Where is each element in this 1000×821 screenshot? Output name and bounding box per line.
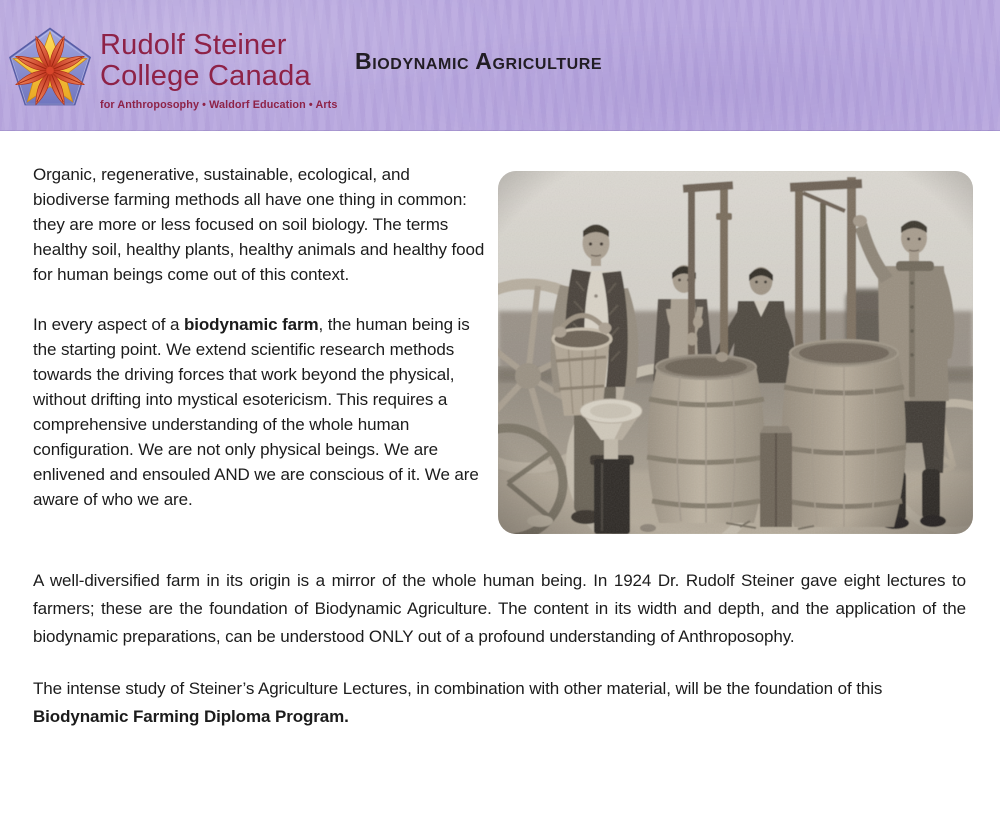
paragraph-program xyxy=(33,675,966,731)
site-header xyxy=(0,0,1000,131)
logo-line2: College Canada xyxy=(100,60,311,92)
paragraph-history: A well-diversified farm in its origin is a mirror of the whole human being. In 1924 Dr. Rudolf Steiner gave eight lectures to farmers; these are the foundation of Biodynamic Agriculture. The content in its width and depth, and the application of the biodynamic preparations, can be understood ONLY out of a profound understanding of Anthroposophy. xyxy=(33,571,966,646)
p2-before-bold: In every aspect of a xyxy=(33,315,184,334)
farmers-photo-illustration xyxy=(498,171,973,534)
intro-text-column xyxy=(33,162,487,512)
p2-after-bold: , the human being is the starting point. We extend scientific research methods towards the driving forces that work beyond the physical, without drifting into mystical esotericism. This requires a comprehensive understanding of the whole human configuration. We are not only physical beings. We are enlivened and ensouled AND we are conscious of it. We are aware of who we are. xyxy=(33,315,479,509)
p4-before-bold: The intense study of Steiner’s Agriculture Lectures, in combination with other material, will be the foundation of this xyxy=(33,679,883,698)
pentagon-star-logo-icon xyxy=(8,21,92,115)
main-content xyxy=(0,162,1000,731)
p2-bold-phrase: biodynamic farm xyxy=(183,315,319,334)
intro-row xyxy=(0,162,1000,534)
historic-farmers-photo xyxy=(498,171,973,534)
paragraph-biodynamic-farm xyxy=(33,312,487,512)
logo[interactable] xyxy=(8,21,337,115)
p4-bold-phrase: Biodynamic Farming Diploma Program. xyxy=(33,707,349,726)
logo-wordmark xyxy=(100,30,337,111)
page-title: Biodynamic Agriculture xyxy=(355,48,603,74)
logo-line1: Rudolf Steiner xyxy=(100,29,287,61)
paragraph-intro: Organic, regenerative, sustainable, ecological, and biodiverse farming methods all have one thing in common: they are more or less focused on soil biology. The terms healthy soil, healthy plants, healthy animals and healthy food for human beings come out of this context. xyxy=(33,165,485,284)
logo-tagline: for Anthroposophy • Waldorf Education • Arts xyxy=(100,99,338,111)
